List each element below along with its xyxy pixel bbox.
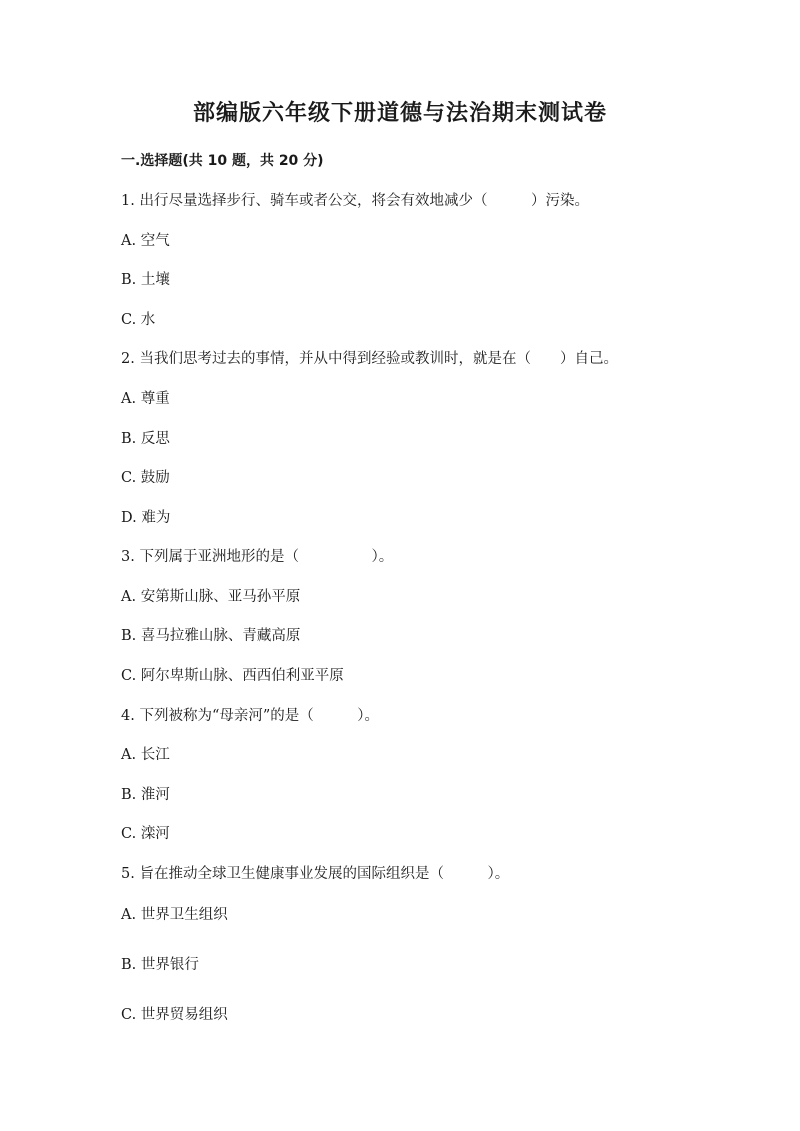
- question-5-option-b: B. 世界银行: [121, 957, 199, 973]
- question-1-option-b: B. 土壤: [121, 272, 170, 288]
- question-2-stem: 2. 当我们思考过去的事情，并从中得到经验或教训时，就是在（ ）自己。: [121, 351, 618, 367]
- question-4-stem: 4. 下列被称为“母亲河”的是（ ）。: [121, 708, 380, 724]
- question-3-stem: 3. 下列属于亚洲地形的是（ ）。: [121, 549, 394, 565]
- question-2-option-a: A. 尊重: [121, 391, 170, 407]
- question-1-option-a: A. 空气: [121, 233, 170, 249]
- question-3-option-c: C. 阿尔卑斯山脉、西西伯利亚平原: [121, 668, 344, 684]
- page-title: 部编版六年级下册道德与法治期末测试卷: [192, 101, 607, 126]
- question-3-option-b: B. 喜马拉雅山脉、青藏高原: [121, 628, 301, 644]
- question-4-option-b: B. 淮河: [121, 787, 170, 803]
- question-5-stem: 5. 旨在推动全球卫生健康事业发展的国际组织是（ ）。: [121, 866, 510, 882]
- question-1-stem: 1. 出行尽量选择步行、骑车或者公交，将会有效地减少（ ）污染。: [121, 193, 589, 209]
- section-heading: 一.选择题(共 10 题，共 20 分): [121, 153, 324, 169]
- question-1-option-c: C. 水: [121, 312, 156, 328]
- question-2-option-b: B. 反思: [121, 431, 170, 447]
- question-2-option-d: D. 难为: [121, 510, 171, 526]
- question-4-option-a: A. 长江: [121, 747, 170, 763]
- question-5-option-c: C. 世界贸易组织: [121, 1007, 228, 1023]
- question-5-option-a: A. 世界卫生组织: [121, 907, 228, 923]
- question-3-option-a: A. 安第斯山脉、亚马孙平原: [121, 589, 301, 605]
- question-2-option-c: C. 鼓励: [121, 470, 170, 486]
- question-4-option-c: C. 滦河: [121, 826, 170, 842]
